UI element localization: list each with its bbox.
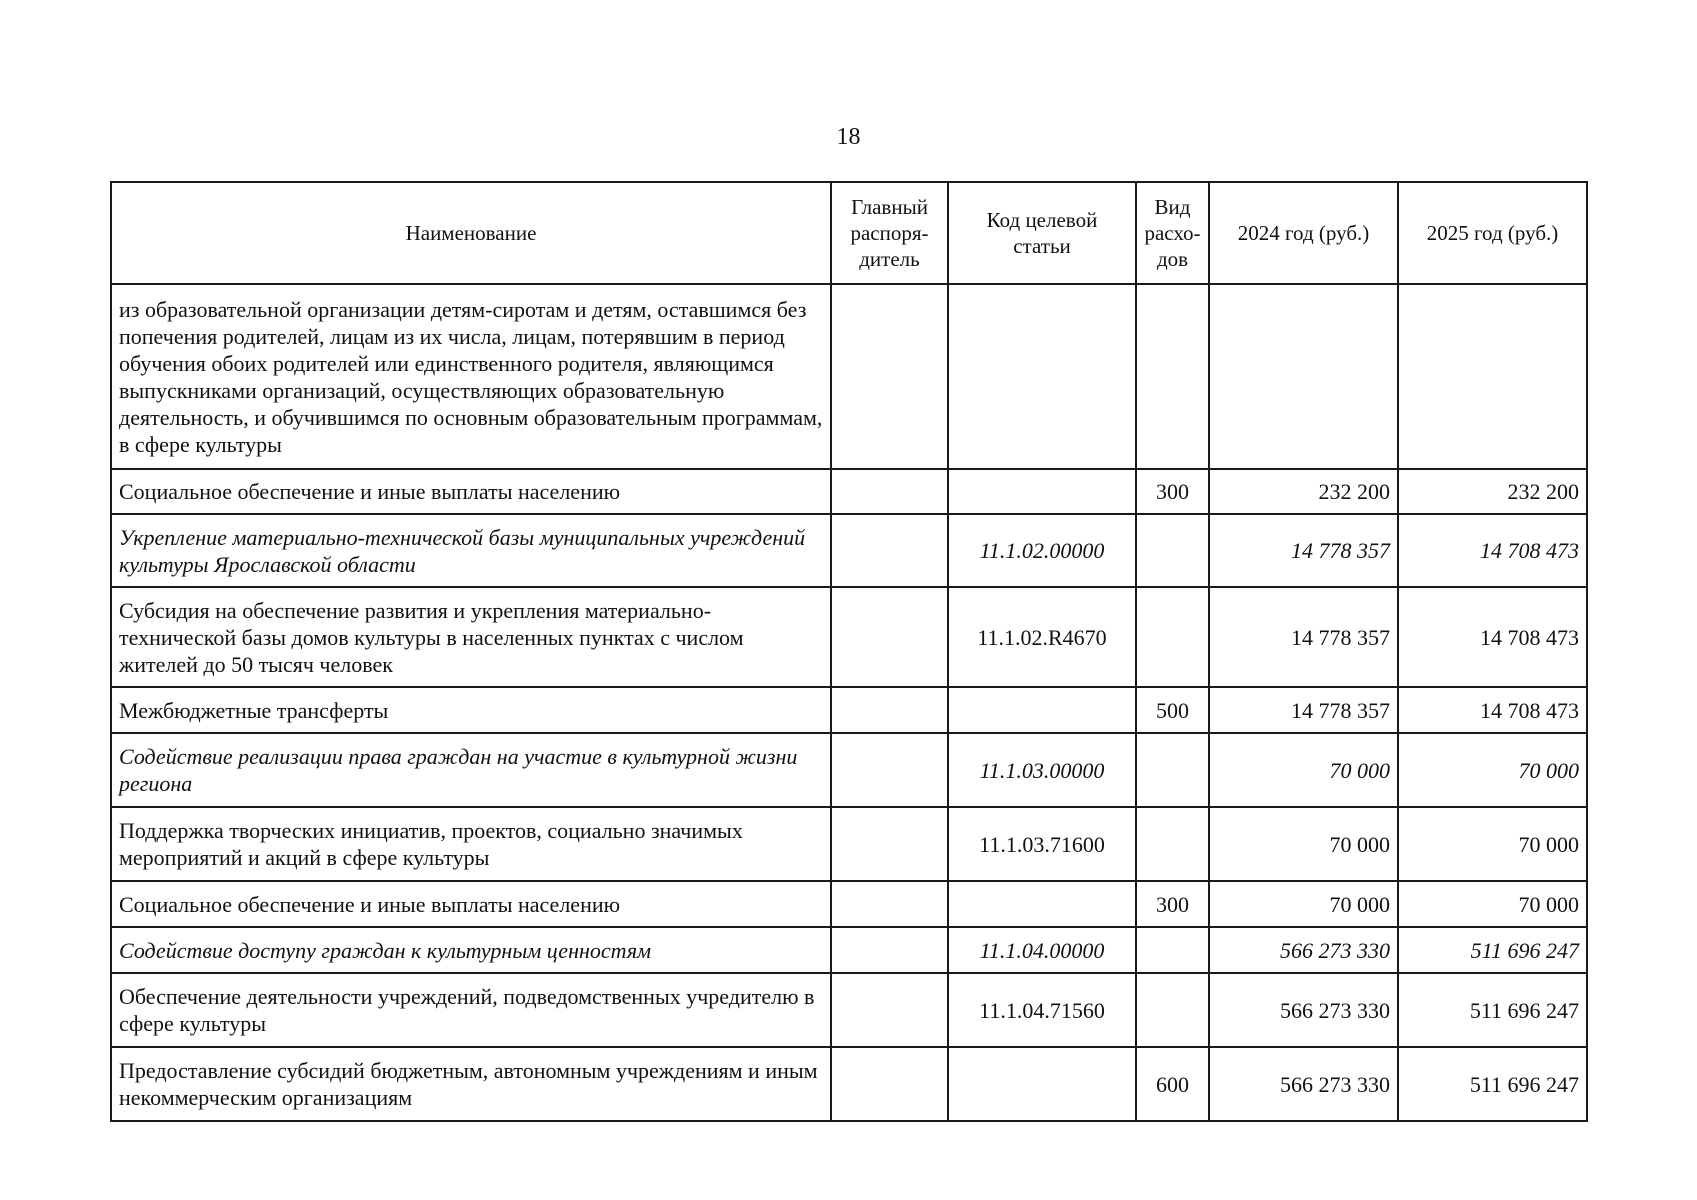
table-row (111, 927, 1587, 973)
row-main-manager (831, 973, 948, 1047)
header-name: Наименование (111, 182, 831, 284)
row-amount-2024: 566 273 330 (1209, 973, 1398, 1047)
row-amount-2024: 14 778 357 (1209, 687, 1398, 733)
table-row (111, 973, 1587, 1047)
table-row (111, 1047, 1587, 1121)
row-main-manager (831, 284, 948, 469)
row-expense-type: 600 (1136, 1047, 1209, 1121)
row-name: Межбюджетные трансферты (111, 687, 831, 733)
row-amount-2025: 14 708 473 (1398, 514, 1587, 587)
row-target-code: 11.1.04.71560 (948, 973, 1136, 1047)
row-amount-2025: 70 000 (1398, 807, 1587, 881)
row-target-code: 11.1.02.00000 (948, 514, 1136, 587)
row-expense-type (1136, 973, 1209, 1047)
row-amount-2025: 511 696 247 (1398, 973, 1587, 1047)
row-name: Поддержка творческих инициатив, проектов, социально значимых мероприятий и акций в сфере культуры (111, 807, 831, 881)
table-row (111, 284, 1587, 469)
row-main-manager (831, 514, 948, 587)
header-target-code: Код целевой статьи (948, 182, 1136, 284)
row-main-manager (831, 881, 948, 927)
row-target-code (948, 687, 1136, 733)
table-row (111, 807, 1587, 881)
row-expense-type (1136, 514, 1209, 587)
table-row (111, 733, 1587, 807)
table-row (111, 687, 1587, 733)
row-amount-2025: 232 200 (1398, 469, 1587, 514)
row-amount-2025: 14 708 473 (1398, 587, 1587, 687)
row-amount-2024: 70 000 (1209, 733, 1398, 807)
row-expense-type (1136, 927, 1209, 973)
row-name: Социальное обеспечение и иные выплаты населению (111, 469, 831, 514)
header-main-manager: Главный распоря-дитель (831, 182, 948, 284)
table-header-row (111, 182, 1587, 284)
row-name: Предоставление субсидий бюджетным, автономным учреждениям и иным некоммерческим организациям (111, 1047, 831, 1121)
row-main-manager (831, 927, 948, 973)
row-amount-2025: 511 696 247 (1398, 927, 1587, 973)
row-name: из образовательной организации детям-сиротам и детям, оставшимся без попечения родителей, лицам из их числа, лицам, потерявшим в период обучения обоих родителей или единственного родителя, являющимся выпускниками организаций, осуществляющих образовательную деятельность, и обучившимся по основным образовательным программам, в сфере культуры (111, 284, 831, 469)
row-amount-2024: 566 273 330 (1209, 927, 1398, 973)
row-name: Содействие доступу граждан к культурным ценностям (111, 927, 831, 973)
row-expense-type (1136, 284, 1209, 469)
row-name: Содействие реализации права граждан на участие в культурной жизни региона (111, 733, 831, 807)
row-target-code: 11.1.03.71600 (948, 807, 1136, 881)
row-amount-2025: 511 696 247 (1398, 1047, 1587, 1121)
row-amount-2025 (1398, 284, 1587, 469)
row-main-manager (831, 687, 948, 733)
row-main-manager (831, 733, 948, 807)
row-target-code (948, 469, 1136, 514)
row-expense-type: 300 (1136, 881, 1209, 927)
row-main-manager (831, 1047, 948, 1121)
row-expense-type (1136, 587, 1209, 687)
row-target-code (948, 881, 1136, 927)
header-year-2024: 2024 год (руб.) (1209, 182, 1398, 284)
row-target-code: 11.1.02.R4670 (948, 587, 1136, 687)
row-amount-2025: 14 708 473 (1398, 687, 1587, 733)
row-amount-2025: 70 000 (1398, 733, 1587, 807)
row-amount-2024: 70 000 (1209, 807, 1398, 881)
row-name: Социальное обеспечение и иные выплаты населению (111, 881, 831, 927)
page-number: 18 (836, 124, 861, 150)
row-amount-2024: 232 200 (1209, 469, 1398, 514)
table-row (111, 469, 1587, 514)
row-target-code (948, 1047, 1136, 1121)
row-amount-2024: 566 273 330 (1209, 1047, 1398, 1121)
row-name: Укрепление материально-технической базы муниципальных учреждений культуры Ярославской области (111, 514, 831, 587)
row-amount-2024: 70 000 (1209, 881, 1398, 927)
row-name: Субсидия на обеспечение развития и укрепления материально-технической базы домов культуры в населенных пунктах с числом жителей до 50 тысяч человек (111, 587, 831, 687)
row-expense-type: 500 (1136, 687, 1209, 733)
row-amount-2025: 70 000 (1398, 881, 1587, 927)
row-target-code: 11.1.04.00000 (948, 927, 1136, 973)
row-expense-type: 300 (1136, 469, 1209, 514)
table-row (111, 514, 1587, 587)
table-row (111, 587, 1587, 687)
row-main-manager (831, 807, 948, 881)
row-target-code: 11.1.03.00000 (948, 733, 1136, 807)
row-target-code (948, 284, 1136, 469)
row-expense-type (1136, 807, 1209, 881)
row-name: Обеспечение деятельности учреждений, подведомственных учредителю в сфере культуры (111, 973, 831, 1047)
header-expense-type: Вид расхо-дов (1136, 182, 1209, 284)
header-year-2025: 2025 год (руб.) (1398, 182, 1587, 284)
budget-table (110, 181, 1588, 1122)
row-amount-2024: 14 778 357 (1209, 587, 1398, 687)
table-row (111, 881, 1587, 927)
row-amount-2024: 14 778 357 (1209, 514, 1398, 587)
row-main-manager (831, 469, 948, 514)
row-expense-type (1136, 733, 1209, 807)
row-amount-2024 (1209, 284, 1398, 469)
row-main-manager (831, 587, 948, 687)
